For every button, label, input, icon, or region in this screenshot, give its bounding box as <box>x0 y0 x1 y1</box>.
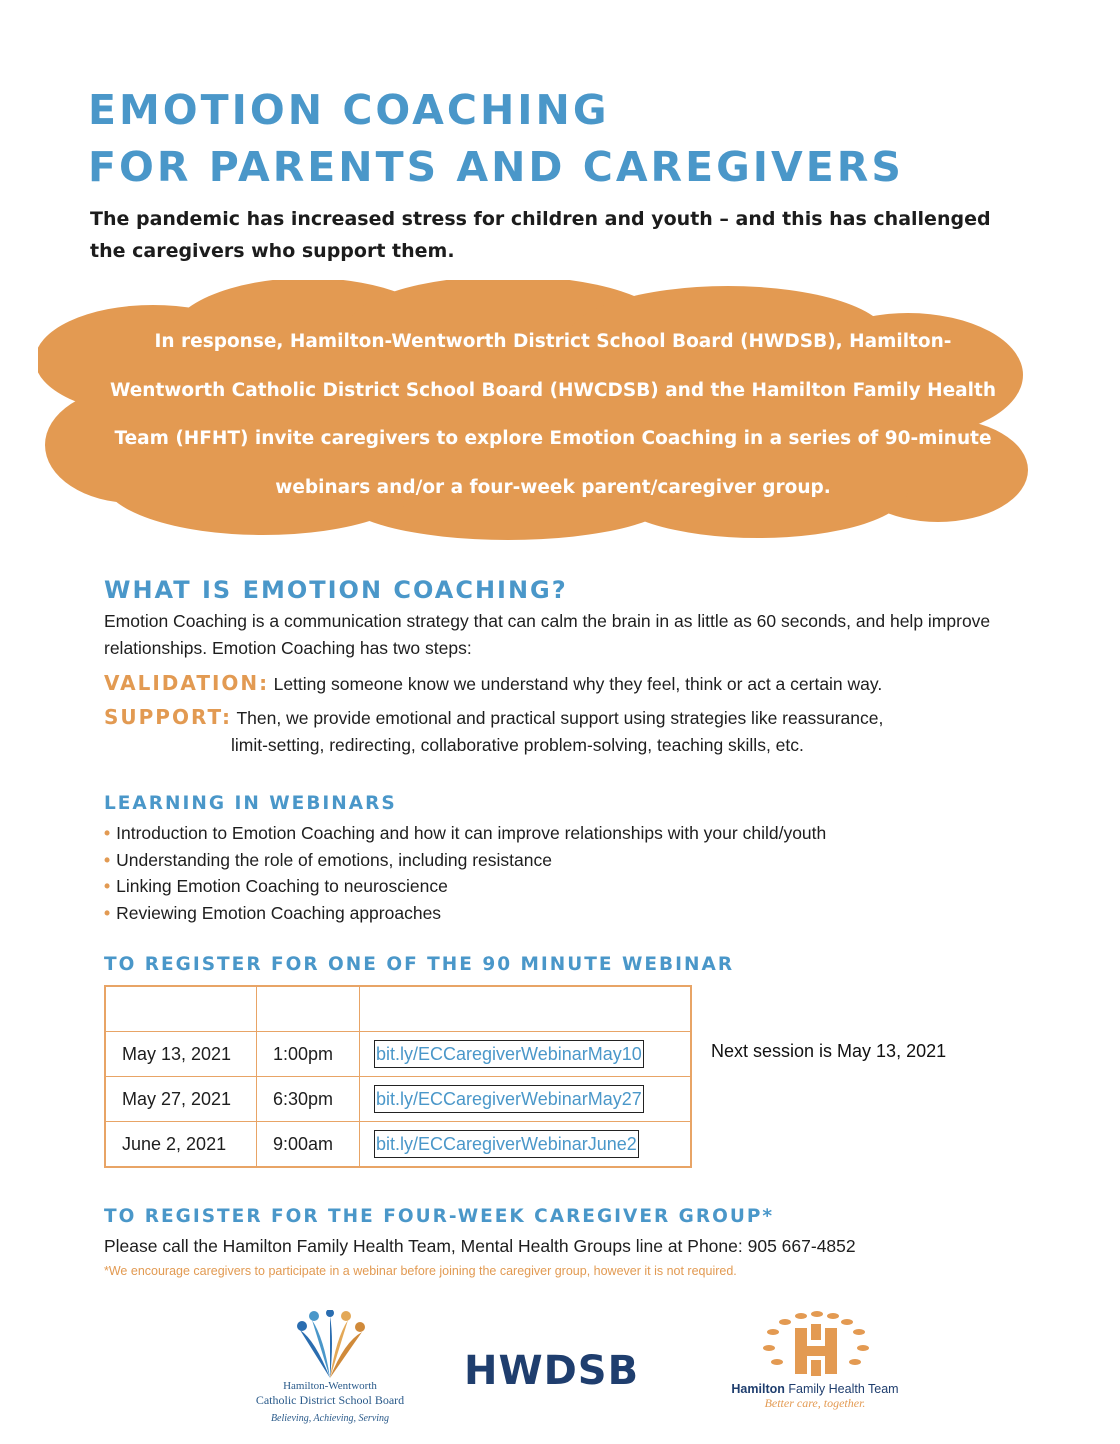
session-date: May 13, 2021 <box>105 1032 257 1077</box>
session-date: June 2, 2021 <box>105 1122 257 1168</box>
hwcdsb-emblem-icon <box>290 1310 370 1380</box>
hfht-emblem-icon <box>755 1310 875 1380</box>
register-webinar-heading: TO REGISTER FOR ONE OF THE 90 MINUTE WEBINAR <box>104 954 735 975</box>
hfht-name: Hamilton Family Health Team <box>731 1382 899 1396</box>
next-session-note: Next session is May 13, 2021 <box>711 1041 947 1061</box>
session-time: 1:00pm <box>257 1032 360 1077</box>
footnote: *We encourage caregivers to participate in a webinar before joining the caregiver group, however it is not required. <box>104 1264 737 1278</box>
bullet-icon: • <box>104 823 111 843</box>
bullet-icon: • <box>104 902 111 923</box>
validation-row <box>104 671 1014 698</box>
table-row <box>105 1122 691 1168</box>
what-is-heading: WHAT IS EMOTION COACHING? <box>104 576 568 604</box>
hwcdsb-logo <box>215 1310 445 1424</box>
support-label: SUPPORT: <box>104 705 233 729</box>
phone-text: Please call the Hamilton Family Health Team, Mental Health Groups line at Phone: 905 667-4852 <box>104 1236 856 1256</box>
hwcdsb-tagline: Believing, Achieving, Serving <box>270 1413 390 1424</box>
title-line-2: FOR PARENTS AND CAREGIVERS <box>88 143 904 191</box>
registration-link[interactable]: bit.ly/ECCaregiverWebinarJune2 <box>374 1130 639 1158</box>
registration-link[interactable]: bit.ly/ECCaregiverWebinarMay10 <box>374 1040 644 1068</box>
table-row <box>105 1032 691 1077</box>
table-row <box>105 1077 691 1122</box>
bullet-icon: • <box>104 849 111 870</box>
session-date: May 27, 2021 <box>105 1077 257 1122</box>
support-text-line1: Then, we provide emotional and practical support using strategies like reassurance, <box>236 708 884 728</box>
hfht-tagline: Better care, together. <box>764 1396 866 1410</box>
intro-text: The pandemic has increased stress for children and youth – and this has challenged the caregivers who support them. <box>90 208 991 262</box>
list-item: • Reviewing Emotion Coaching approaches <box>104 902 442 923</box>
title-line-1: EMOTION COACHING <box>88 86 610 134</box>
cloud-text: In response, Hamilton-Wentworth District School Board (HWDSB), Hamilton-Wentworth Catholic District School Board (HWCDSB) and the Hamilton Family Health Team (HFHT) invite caregivers to explore Emotion Coaching in a series of 90-minute webinars and/or a four-week parent/caregiver group. <box>110 331 996 498</box>
validation-label: VALIDATION: <box>104 671 270 695</box>
page-title <box>88 82 904 196</box>
hwdsb-logo: HWDSB <box>464 1348 640 1394</box>
list-item: • Understanding the role of emotions, including resistance <box>104 849 552 870</box>
session-time: 6:30pm <box>257 1077 360 1122</box>
support-row <box>104 705 1014 732</box>
bullet-icon: • <box>104 876 111 896</box>
what-is-paragraph: Emotion Coaching is a communication strategy that can calm the brain in as little as 60 seconds, and help improve relationships. Emotion Coaching has two steps: <box>104 611 991 658</box>
list-item: • Introduction to Emotion Coaching and how it can improve relationships with your child/youth <box>104 823 827 843</box>
learning-list <box>104 820 826 926</box>
registration-link[interactable]: bit.ly/ECCaregiverWebinarMay27 <box>374 1085 644 1113</box>
session-time: 9:00am <box>257 1122 360 1168</box>
hwcdsb-name-line1: Hamilton-Wentworth <box>283 1380 377 1392</box>
hfht-logo <box>725 1310 905 1411</box>
learning-heading: LEARNING IN WEBINARS <box>104 793 397 814</box>
webinar-table <box>104 985 692 1168</box>
table-header-row <box>105 986 691 1032</box>
validation-text: Letting someone know we understand why they feel, think or act a certain way. <box>273 674 883 694</box>
support-text-line2: limit-setting, redirecting, collaborative problem-solving, teaching skills, etc. <box>231 735 804 755</box>
register-group-heading: TO REGISTER FOR THE FOUR-WEEK CAREGIVER GROUP* <box>104 1206 775 1227</box>
hwcdsb-name-line2: Catholic District School Board <box>255 1393 405 1407</box>
list-item: • Linking Emotion Coaching to neuroscience <box>104 876 448 896</box>
